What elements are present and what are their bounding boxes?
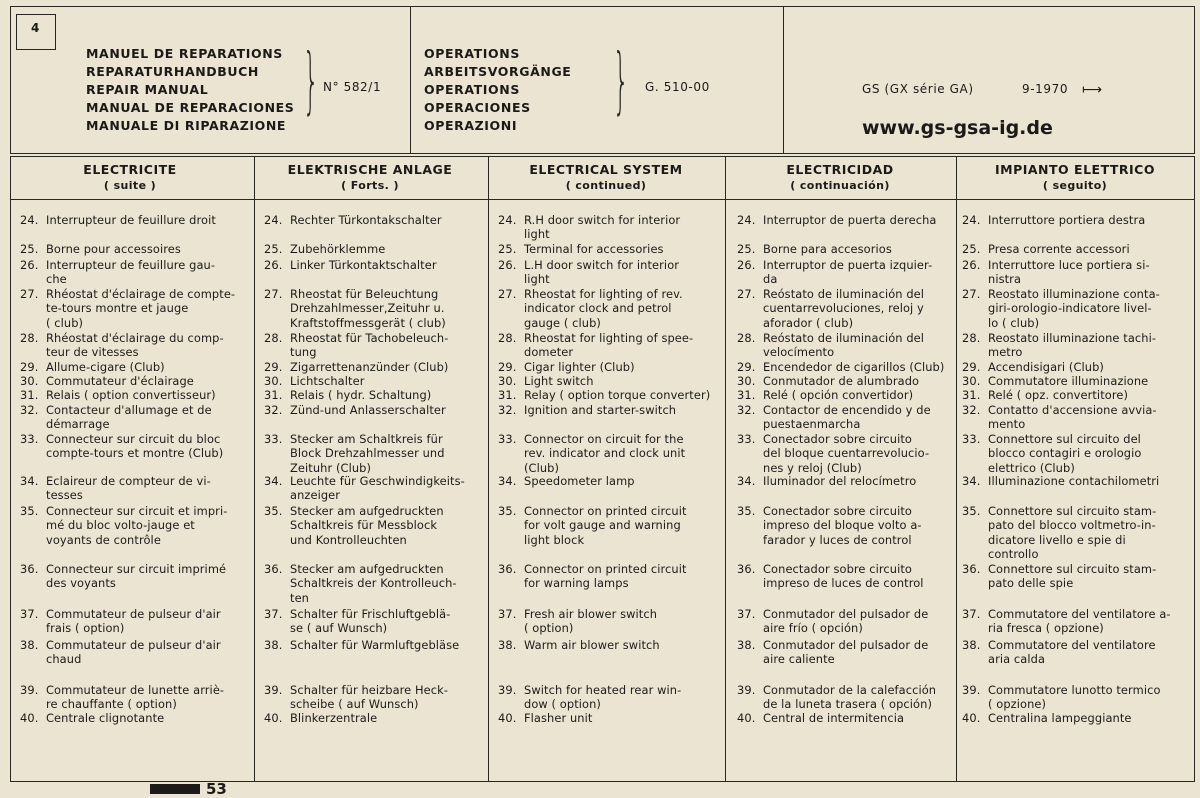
item-text: Rheostat for lighting of rev. indicator clock and petrol gauge ( club) xyxy=(524,287,683,330)
vehicle-model: GS (GX série GA) xyxy=(862,82,974,96)
list-item xyxy=(737,287,969,330)
item-text: Conmutador del pulsador de aire frío ( opción) xyxy=(763,607,929,636)
item-text: Switch for heated rear win- dow ( option) xyxy=(524,683,682,712)
item-number: 31. xyxy=(20,388,39,402)
list-item xyxy=(962,287,1190,330)
item-number: 31. xyxy=(737,388,756,402)
item-text: Contactor de encendido y de puestaenmarcha xyxy=(763,403,931,432)
item-text: Commutatore del ventilatore a- ria fresca ( opzione) xyxy=(988,607,1171,636)
list-item xyxy=(962,258,1190,287)
column-subtitle: ( continued) xyxy=(565,179,647,192)
item-text: Linker Türkontaktschalter xyxy=(290,258,437,272)
list-item xyxy=(498,683,730,712)
list-item xyxy=(264,607,496,636)
item-text: Stecker am aufgedruckten Schaltkreis für Messblock und Kontrolleuchten xyxy=(290,504,444,547)
item-text: Conmutador del pulsador de aire caliente xyxy=(763,638,929,667)
list-item xyxy=(737,360,969,374)
item-number: 33. xyxy=(264,432,283,446)
item-text: Centralina lampeggiante xyxy=(988,711,1132,725)
page-number: 53 xyxy=(206,780,227,798)
list-item xyxy=(962,638,1190,667)
item-number: 24. xyxy=(498,213,517,227)
item-text: Rechter Türkontakschalter xyxy=(290,213,442,227)
list-item xyxy=(20,242,252,256)
item-text: Commutateur de pulseur d'air frais ( option) xyxy=(46,607,221,636)
item-text: Reostato illuminazione conta- giri-orologio-indicatore livel- lo ( club) xyxy=(988,287,1160,330)
list-item xyxy=(264,504,496,547)
item-number: 28. xyxy=(737,331,756,345)
list-item xyxy=(962,374,1190,388)
list-item xyxy=(20,258,252,287)
list-item xyxy=(962,504,1190,562)
brace: } xyxy=(302,38,319,122)
item-text: L.H door switch for interior light xyxy=(524,258,680,287)
brace: } xyxy=(612,38,629,122)
item-number: 40. xyxy=(498,711,517,725)
item-number: 29. xyxy=(20,360,39,374)
item-number: 32. xyxy=(962,403,981,417)
issue-date: 9-1970 xyxy=(1022,82,1069,96)
arrow-right-icon: ⟼ xyxy=(1082,82,1103,98)
list-item xyxy=(264,711,496,725)
item-text: Terminal for accessories xyxy=(524,242,664,256)
item-number: 38. xyxy=(737,638,756,652)
list-item xyxy=(498,474,730,488)
item-text: Schalter für heizbare Heck- scheibe ( auf Wunsch) xyxy=(290,683,449,712)
column-header xyxy=(491,162,721,192)
column-header xyxy=(725,162,955,192)
item-text: Connecteur sur circuit du bloc compte-tours et montre (Club) xyxy=(46,432,224,461)
item-text: Connecteur sur circuit imprimé des voyants xyxy=(46,562,227,591)
item-text: Interrupteur de feuillure gau- che xyxy=(46,258,216,287)
item-number: 32. xyxy=(264,403,283,417)
item-text: Commutatore del ventilatore aria calda xyxy=(988,638,1156,667)
list-item xyxy=(264,374,496,388)
list-item xyxy=(264,287,496,330)
manual-title: REPAIR MANUAL xyxy=(86,82,209,97)
item-text: Commutatore lunotto termico ( opzione) xyxy=(988,683,1161,712)
item-number: 34. xyxy=(498,474,517,488)
list-item xyxy=(20,432,252,461)
list-item xyxy=(498,388,730,402)
list-item xyxy=(962,607,1190,636)
item-number: 35. xyxy=(962,504,981,518)
column-header xyxy=(15,162,245,192)
item-text: Conectador sobre circuito del bloque cuentarrevolucio- nes y reloj (Club) xyxy=(763,432,930,475)
item-number: 35. xyxy=(498,504,517,518)
item-text: Commutateur de pulseur d'air chaud xyxy=(46,638,221,667)
item-number: 30. xyxy=(20,374,39,388)
list-item xyxy=(498,607,730,636)
item-number: 36. xyxy=(737,562,756,576)
item-number: 36. xyxy=(264,562,283,576)
item-number: 28. xyxy=(20,331,39,345)
item-text: Central de intermitencia xyxy=(763,711,905,725)
item-number: 31. xyxy=(264,388,283,402)
item-text: Relais ( option convertisseur) xyxy=(46,388,216,402)
list-item xyxy=(20,683,252,712)
item-number: 34. xyxy=(20,474,39,488)
item-text: R.H door switch for interior light xyxy=(524,213,681,242)
item-number: 37. xyxy=(264,607,283,621)
item-number: 33. xyxy=(737,432,756,446)
item-number: 27. xyxy=(20,287,39,301)
item-number: 25. xyxy=(264,242,283,256)
list-item xyxy=(737,432,969,475)
item-text: Schalter für Warmluftgebläse xyxy=(290,638,460,652)
item-number: 27. xyxy=(962,287,981,301)
list-item xyxy=(962,213,1190,227)
item-text: Warm air blower switch xyxy=(524,638,660,652)
list-item xyxy=(737,242,969,256)
item-number: 25. xyxy=(20,242,39,256)
list-item xyxy=(498,504,730,547)
item-number: 26. xyxy=(498,258,517,272)
column-subtitle: ( continuación) xyxy=(790,179,890,192)
item-text: Stecker am Schaltkreis für Block Drehzahlmesser und Zeituhr (Club) xyxy=(290,432,445,475)
list-item xyxy=(20,562,252,591)
operation-title: OPERAZIONI xyxy=(424,118,518,133)
item-text: Zigarrettenanzünder (Club) xyxy=(290,360,449,374)
item-number: 38. xyxy=(962,638,981,652)
item-number: 24. xyxy=(962,213,981,227)
item-text: Accendisigari (Club) xyxy=(988,360,1104,374)
item-number: 37. xyxy=(962,607,981,621)
list-item xyxy=(737,683,969,712)
list-item xyxy=(962,711,1190,725)
list-item xyxy=(264,242,496,256)
list-item xyxy=(737,504,969,547)
list-item xyxy=(737,638,969,667)
item-number: 33. xyxy=(962,432,981,446)
list-item xyxy=(498,374,730,388)
item-text: Rheostat for lighting of spee- dometer xyxy=(524,331,694,360)
item-text: Reóstato de iluminación del cuentarrevoluciones, reloj y aforador ( club) xyxy=(763,287,925,330)
list-item xyxy=(498,331,730,360)
item-text: Reóstato de iluminación del velocímento xyxy=(763,331,925,360)
list-item xyxy=(264,360,496,374)
list-item xyxy=(264,331,496,360)
list-item xyxy=(20,360,252,374)
item-number: 34. xyxy=(264,474,283,488)
list-item xyxy=(20,474,252,503)
operation-code: G. 510-00 xyxy=(645,80,710,94)
item-number: 29. xyxy=(498,360,517,374)
list-item xyxy=(264,213,496,227)
item-text: Encendedor de cigarillos (Club) xyxy=(763,360,945,374)
list-item xyxy=(20,388,252,402)
item-text: Iluminador del relocímetro xyxy=(763,474,917,488)
item-number: 32. xyxy=(498,403,517,417)
operation-title: OPERATIONS xyxy=(424,82,520,97)
item-number: 40. xyxy=(737,711,756,725)
item-number: 30. xyxy=(498,374,517,388)
item-number: 26. xyxy=(737,258,756,272)
item-number: 24. xyxy=(264,213,283,227)
item-text: Borne pour accessoires xyxy=(46,242,181,256)
item-number: 28. xyxy=(264,331,283,345)
item-text: Commutatore illuminazione xyxy=(988,374,1149,388)
column-title: IMPIANTO ELETTRICO xyxy=(994,162,1155,177)
item-text: Schalter für Frischluftgeblä- se ( auf Wunsch) xyxy=(290,607,451,636)
item-text: Speedometer lamp xyxy=(524,474,635,488)
item-number: 37. xyxy=(498,607,517,621)
list-item xyxy=(737,403,969,432)
column-header xyxy=(960,162,1190,192)
item-number: 29. xyxy=(264,360,283,374)
item-text: Connecteur sur circuit et impri- mé du bloc volto-jauge et voyants de contrôle xyxy=(46,504,228,547)
item-text: Relé ( opz. convertitore) xyxy=(988,388,1129,402)
operation-title: OPERACIONES xyxy=(424,100,531,115)
item-number: 34. xyxy=(737,474,756,488)
list-item xyxy=(498,258,730,287)
list-item xyxy=(737,474,969,488)
item-number: 39. xyxy=(20,683,39,697)
column-title: ELECTRICITE xyxy=(83,162,177,177)
item-text: Interruptor de puerta derecha xyxy=(763,213,937,227)
item-text: Connector on circuit for the rev. indicator and clock unit (Club) xyxy=(524,432,686,475)
item-number: 30. xyxy=(737,374,756,388)
item-text: Rheostat für Tachobeleuch- tung xyxy=(290,331,449,360)
list-item xyxy=(264,474,496,503)
website-link[interactable]: www.gs-gsa-ig.de xyxy=(862,117,1053,139)
item-number: 26. xyxy=(962,258,981,272)
page-box: 4 xyxy=(16,14,56,50)
manual-title: MANUALE DI RIPARAZIONE xyxy=(86,118,287,133)
list-item xyxy=(264,388,496,402)
list-item xyxy=(264,562,496,605)
list-item xyxy=(264,403,496,417)
list-item xyxy=(962,474,1190,488)
item-text: Connector on printed circuit for warning lamps xyxy=(524,562,687,591)
column-title: ELEKTRISCHE ANLAGE xyxy=(287,162,453,177)
page-marker-bar xyxy=(150,784,200,794)
item-text: Relay ( option torque converter) xyxy=(524,388,711,402)
item-number: 30. xyxy=(962,374,981,388)
item-number: 27. xyxy=(498,287,517,301)
item-number: 32. xyxy=(20,403,39,417)
item-number: 29. xyxy=(737,360,756,374)
list-item xyxy=(20,403,252,432)
item-number: 40. xyxy=(264,711,283,725)
item-text: Commutateur de lunette arriè- re chauffante ( option) xyxy=(46,683,225,712)
item-number: 35. xyxy=(737,504,756,518)
column-subtitle: ( seguito) xyxy=(1042,179,1108,192)
list-item xyxy=(498,360,730,374)
list-item xyxy=(20,607,252,636)
item-text: Fresh air blower switch ( option) xyxy=(524,607,658,636)
item-text: Conmutador de alumbrado xyxy=(763,374,920,388)
list-item xyxy=(737,607,969,636)
item-number: 33. xyxy=(20,432,39,446)
item-text: Interruptor de puerta izquier- da xyxy=(763,258,933,287)
item-text: Interruttore portiera destra xyxy=(988,213,1146,227)
column-subtitle: ( Forts. ) xyxy=(341,179,399,192)
item-number: 27. xyxy=(737,287,756,301)
manual-title: MANUEL DE REPARATIONS xyxy=(86,46,283,61)
list-item xyxy=(737,331,969,360)
item-text: Conectador sobre circuito impreso de luces de control xyxy=(763,562,924,591)
list-item xyxy=(962,360,1190,374)
list-item xyxy=(962,388,1190,402)
item-text: Blinkerzentrale xyxy=(290,711,378,725)
item-text: Presa corrente accessori xyxy=(988,242,1130,256)
item-text: Allume-cigare (Club) xyxy=(46,360,165,374)
item-text: Illuminazione contachilometri xyxy=(988,474,1160,488)
item-text: Cigar lighter (Club) xyxy=(524,360,635,374)
list-item xyxy=(737,711,969,725)
item-number: 39. xyxy=(264,683,283,697)
item-text: Light switch xyxy=(524,374,594,388)
item-number: 26. xyxy=(264,258,283,272)
item-text: Eclaireur de compteur de vi- tesses xyxy=(46,474,211,503)
item-text: Centrale clignotante xyxy=(46,711,165,725)
item-number: 38. xyxy=(264,638,283,652)
list-item xyxy=(962,331,1190,360)
list-item xyxy=(20,287,252,330)
list-item xyxy=(737,388,969,402)
item-text: Ignition and starter-switch xyxy=(524,403,677,417)
item-number: 24. xyxy=(737,213,756,227)
reference-number: N° 582/1 xyxy=(323,80,382,94)
manual-titles xyxy=(86,45,294,135)
manual-title: MANUAL DE REPARACIONES xyxy=(86,100,295,115)
item-text: Contacteur d'allumage et de démarrage xyxy=(46,403,212,432)
list-item xyxy=(962,432,1190,475)
item-number: 31. xyxy=(498,388,517,402)
item-text: Connettore sul circuito stam- pato del blocco voltmetro-in- dicatore livello e spie di controllo xyxy=(988,504,1157,562)
item-number: 32. xyxy=(737,403,756,417)
item-number: 39. xyxy=(737,683,756,697)
item-text: Zünd-und Anlasserschalter xyxy=(290,403,446,417)
list-item xyxy=(20,711,252,725)
list-item xyxy=(962,242,1190,256)
list-item xyxy=(737,213,969,227)
list-item xyxy=(498,638,730,652)
item-number: 28. xyxy=(962,331,981,345)
column-title: ELECTRICAL SYSTEM xyxy=(529,162,683,177)
operation-title: OPERATIONS xyxy=(424,46,520,61)
list-item xyxy=(962,683,1190,712)
item-text: Lichtschalter xyxy=(290,374,365,388)
item-text: Flasher unit xyxy=(524,711,593,725)
list-item xyxy=(498,287,730,330)
item-number: 27. xyxy=(264,287,283,301)
list-item xyxy=(264,258,496,272)
item-number: 40. xyxy=(20,711,39,725)
operation-titles xyxy=(424,45,571,135)
item-number: 39. xyxy=(962,683,981,697)
list-item xyxy=(20,331,252,360)
item-text: Conmutador de la calefacción de la luneta trasera ( opción) xyxy=(763,683,937,712)
item-text: Relé ( opción convertidor) xyxy=(763,388,914,402)
item-number: 39. xyxy=(498,683,517,697)
item-number: 33. xyxy=(498,432,517,446)
item-text: Reostato illuminazione tachi- metro xyxy=(988,331,1157,360)
header-divider xyxy=(410,6,411,154)
list-item xyxy=(498,213,730,242)
column-header xyxy=(255,162,485,192)
list-item xyxy=(962,403,1190,432)
operation-title: ARBEITSVORGÄNGE xyxy=(424,64,572,79)
list-item xyxy=(264,432,496,475)
list-item xyxy=(498,432,730,475)
item-number: 35. xyxy=(264,504,283,518)
item-number: 28. xyxy=(498,331,517,345)
item-text: Contatto d'accensione avvia- mento xyxy=(988,403,1157,432)
list-item xyxy=(20,504,252,547)
item-text: Connettore sul circuito del blocco contagiri e orologio elettrico (Club) xyxy=(988,432,1142,475)
item-number: 25. xyxy=(737,242,756,256)
item-number: 31. xyxy=(962,388,981,402)
list-item xyxy=(737,562,969,591)
list-item xyxy=(20,213,252,227)
item-text: Commutateur d'éclairage xyxy=(46,374,194,388)
list-item xyxy=(20,638,252,667)
item-number: 37. xyxy=(737,607,756,621)
item-number: 37. xyxy=(20,607,39,621)
item-text: Interruttore luce portiera si- nistra xyxy=(988,258,1150,287)
item-number: 24. xyxy=(20,213,39,227)
item-text: Connettore sul circuito stam- pato delle spie xyxy=(988,562,1157,591)
item-number: 34. xyxy=(962,474,981,488)
list-item xyxy=(498,242,730,256)
item-text: Relais ( hydr. Schaltung) xyxy=(290,388,432,402)
list-item xyxy=(264,683,496,712)
item-number: 30. xyxy=(264,374,283,388)
manual-title: REPARATURHANDBUCH xyxy=(86,64,259,79)
item-number: 38. xyxy=(498,638,517,652)
item-number: 36. xyxy=(20,562,39,576)
list-item xyxy=(20,374,252,388)
list-item xyxy=(962,562,1190,591)
item-number: 36. xyxy=(962,562,981,576)
item-number: 25. xyxy=(498,242,517,256)
item-text: Interrupteur de feuillure droit xyxy=(46,213,216,227)
list-item xyxy=(498,711,730,725)
column-divider xyxy=(254,156,255,782)
item-text: Leuchte für Geschwindigkeits- anzeiger xyxy=(290,474,465,503)
item-number: 35. xyxy=(20,504,39,518)
item-text: Borne para accesorios xyxy=(763,242,892,256)
column-subtitle: ( suite ) xyxy=(103,179,157,192)
item-text: Rhéostat d'éclairage de compte- te-tours montre et jauge ( club) xyxy=(46,287,236,330)
item-number: 25. xyxy=(962,242,981,256)
item-number: 38. xyxy=(20,638,39,652)
list-item xyxy=(498,562,730,591)
item-number: 29. xyxy=(962,360,981,374)
column-header-divider xyxy=(10,199,1195,200)
item-number: 26. xyxy=(20,258,39,272)
list-item xyxy=(498,403,730,417)
item-text: Connector on printed circuit for volt gauge and warning light block xyxy=(524,504,687,547)
item-text: Rheostat für Beleuchtung Drehzahlmesser,Zeituhr u. Kraftstoffmessgerät ( club) xyxy=(290,287,446,330)
column-title: ELECTRICIDAD xyxy=(786,162,894,177)
header-divider xyxy=(783,6,784,154)
item-text: Conectador sobre circuito impreso del bloque volto a- farador y luces de control xyxy=(763,504,922,547)
list-item xyxy=(264,638,496,652)
item-text: Rhéostat d'éclairage du comp- teur de vitesses xyxy=(46,331,224,360)
list-item xyxy=(737,374,969,388)
item-number: 36. xyxy=(498,562,517,576)
item-text: Zubehörklemme xyxy=(290,242,386,256)
list-item xyxy=(737,258,969,287)
item-text: Stecker am aufgedruckten Schaltkreis der Kontrolleuch- ten xyxy=(290,562,457,605)
item-number: 40. xyxy=(962,711,981,725)
